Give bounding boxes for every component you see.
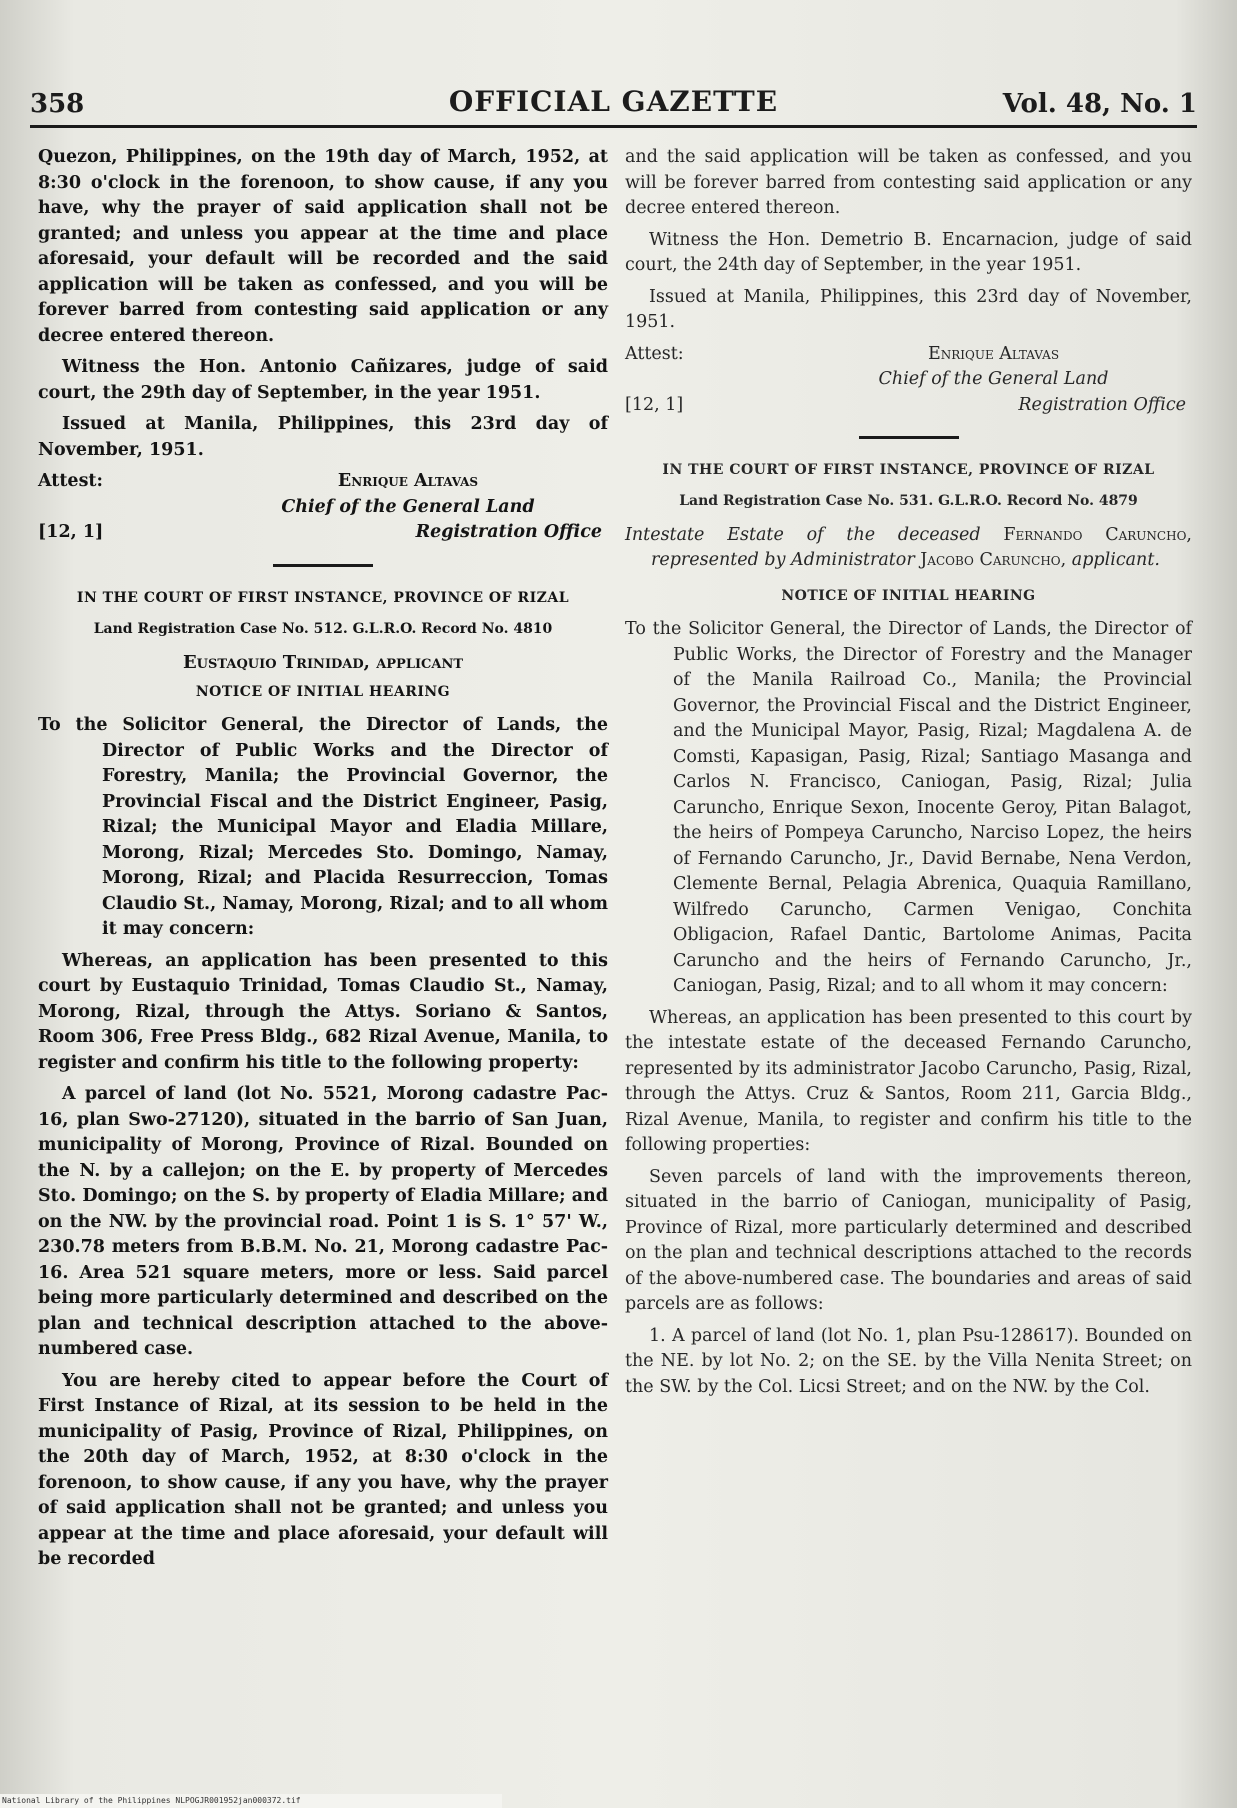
- left-column: [38, 145, 608, 1579]
- volume-number: Vol. 48, No. 1: [1002, 89, 1197, 119]
- notice-heading: NOTICE OF INITIAL HEARING: [195, 683, 451, 700]
- attest-title-line-2: Registration Office: [415, 522, 602, 542]
- paragraph: and the said application will be taken as confessed, and you will be forever barred from contesting said application or any decree entered thereon.: [625, 147, 1192, 218]
- attestation-block: [625, 342, 1192, 419]
- attest-signatory: Enrique Altavas: [927, 343, 1060, 364]
- paragraph: Whereas, an application has been presented to this court by the intestate estate of the deceased Fernando Caruncho, represented by its administrator Jacobo Caruncho, Pasig, Rizal, through the Attys. Cruz & Santos, Room 211, Garcia Bldg., Rizal Avenue, Manila, to register and confirm his title to the following properties:: [625, 1007, 1192, 1155]
- notice-heading: NOTICE OF INITIAL HEARING: [781, 587, 1036, 604]
- paragraph: A parcel of land (lot No. 5521, Morong cadastre Pac-16, plan Swo-27120), situated in the barrio of San Juan, municipality of Morong, Province of Rizal. Bounded on the N. by a callejon; on the E. by property of Mercedes Sto. Domingo; on the S. by property of Eladia Millare; and on the NW. by the provincial road. Point 1 is S. 1° 57' W., 230.78 meters from B.B.M. No. 21, Morong cadastre Pac-16. Area 521 square meters, more or less. Said parcel being more particularly determined and described on the plan and technical description attached to the above-numbered case.: [38, 1084, 608, 1359]
- date-code: [12, 1]: [625, 394, 684, 415]
- applicant-line: Eustaquio Trinidad, applicant: [182, 652, 464, 673]
- case-line: Land Registration Case No. 531. G.L.R.O. Record No. 4879: [679, 493, 1138, 509]
- attestation-block: [38, 469, 608, 546]
- paragraph: 1. A parcel of land (lot No. 1, plan Psu-128617). Bounded on the NE. by lot No. 2; on the SE. by the Villa Nenita Street; on the SW. by the Col. Licsi Street; and on the NW. by the Col.: [625, 1325, 1192, 1397]
- paragraph: Witness the Hon. Demetrio B. Encarnacion, judge of said court, the 24th day of September, in the year 1951.: [625, 229, 1192, 275]
- paragraph: Witness the Hon. Antonio Cañizares, judge of said court, the 29th day of September, in the year 1951.: [38, 357, 608, 403]
- publication-title: OFFICIAL GAZETTE: [448, 85, 779, 118]
- paragraph: Whereas, an application has been presented to this court by Eustaquio Trinidad, Tomas Claudio St., Namay, Morong, Rizal, through the Attys. Soriano & Santos, Room 306, Free Press Bldg., 682 Rizal Avenue, Manila, to register and confirm his title to the following property:: [38, 950, 608, 1073]
- attest-title-line-1: Chief of the General Land: [878, 369, 1109, 389]
- caption-name: Jacobo Caruncho,: [920, 550, 1067, 570]
- section-divider: [859, 436, 959, 439]
- section-divider: [273, 564, 373, 567]
- paragraph: Issued at Manila, Philippines, this 23rd day of November, 1951.: [625, 286, 1192, 332]
- caption-part: represented by Administrator: [651, 550, 915, 570]
- caption-part: applicant.: [1071, 550, 1160, 570]
- court-heading: IN THE COURT OF FIRST INSTANCE, PROVINCE OF RIZAL: [662, 462, 1155, 478]
- court-heading: IN THE COURT OF FIRST INSTANCE, PROVINCE OF RIZAL: [76, 589, 570, 606]
- caption-part: Intestate Estate of the deceased: [625, 524, 981, 545]
- page-header: [30, 85, 1197, 128]
- attest-signatory: Enrique Altavas: [337, 471, 479, 491]
- attest-title-line-2: Registration Office: [1018, 394, 1186, 415]
- attest-title-line-1: Chief of the General Land: [281, 496, 535, 517]
- addressees: To the Solicitor General, the Director of Lands, the Director of Public Works and the Director of Forestry, Manila; the Provincial Governor, the Provincial Fiscal and the District Engineer, Pasig, Rizal; the Municipal Mayor and Eladia Millare, Morong, Rizal; Mercedes Sto. Domingo, Namay, Morong, Rizal; and Placida Resurreccion, Tomas Claudio St., Namay, Morong, Rizal; and to all whom it may concern:: [38, 715, 608, 939]
- addressees: To the Solicitor General, the Director of Lands, the Director of Public Works, the Director of Forestry and the Manager of the Manila Railroad Co., Manila; the Provincial Governor, the Provincial Fiscal and the District Engineer, and the Municipal Mayor, Pasig, Rizal; Magdalena A. de Comsti, Kapasigan, Pasig, Rizal; Santiago Masanga and Carlos N. Francisco, Caniogan, Pasig, Rizal; Julia Caruncho, Enrique Sexon, Inocente Geroy, Pitan Balagot, the heirs of Pompeya Caruncho, Narciso Lopez, the heirs of Fernando Caruncho, Jr., David Bernabe, Nena Verdon, Clemente Bernal, Pelagia Abrenica, Quaquia Ramillano, Wilfredo Caruncho, Carmen Venigao, Conchita Obligacion, Rafael Dantic, Bartolome Animas, Pacita Caruncho and the heirs of Fernando Caruncho, Jr., Caniogan, Pasig, Rizal; and to all whom it may concern:: [625, 619, 1192, 996]
- caption-name: Fernando Caruncho,: [1003, 524, 1192, 545]
- paragraph: Issued at Manila, Philippines, this 23rd day of November, 1951.: [38, 414, 608, 460]
- paragraph: Quezon, Philippines, on the 19th day of March, 1952, at 8:30 o'clock in the forenoon, to show cause, if any you have, why the prayer of said application shall not be granted; and unless you appear at the time and place aforesaid, your default will be recorded and the said application will be taken as confessed, and you will be forever barred from contesting said application or any decree entered thereon.: [38, 147, 608, 346]
- scan-footer: National Library of the Philippines NLPOGJR001952jan000372.tif: [0, 1794, 502, 1808]
- page-number: 358: [30, 89, 85, 119]
- case-caption: [625, 523, 1192, 574]
- case-line: Land Registration Case No. 512. G.L.R.O. Record No. 4810: [93, 620, 553, 637]
- attest-label: Attest:: [38, 471, 103, 491]
- date-code: [12, 1]: [38, 522, 104, 542]
- right-column: [625, 145, 1192, 1406]
- attest-label: Attest:: [625, 343, 684, 364]
- paragraph: Seven parcels of land with the improvements thereon, situated in the barrio of Caniogan, municipality of Pasig, Province of Rizal, more particularly determined and described on the plan and technical descriptions attached to the records of the above-numbered case. The boundaries and areas of said parcels are as follows:: [625, 1166, 1192, 1314]
- paragraph: You are hereby cited to appear before the Court of First Instance of Rizal, at its session to be held in the municipality of Pasig, Province of Rizal, Philippines, on the 20th day of March, 1952, at 8:30 o'clock in the forenoon, to show cause, if any you have, why the prayer of said application shall not be granted; and unless you appear at the time and place aforesaid, your default will be recorded: [38, 1370, 608, 1569]
